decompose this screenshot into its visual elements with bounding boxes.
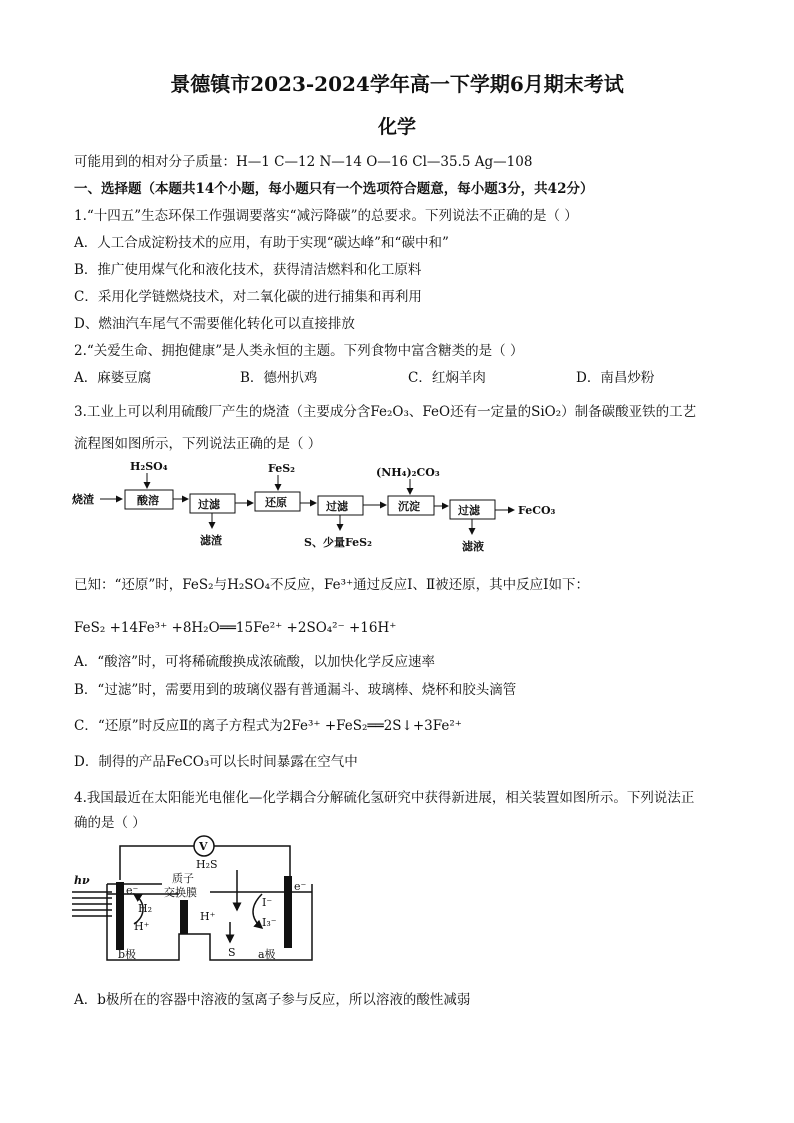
q2-stem: 2.“关爱生命、拥抱健康”是人类永恒的主题。下列食物中富含糖类的是（ ） xyxy=(74,343,524,359)
flow-product: FeCO₃ xyxy=(518,504,556,517)
membrane-label-1: 质子 xyxy=(172,872,194,885)
electrolysis-apparatus-diagram xyxy=(72,832,322,974)
q1-option-a: A．人工合成淀粉技术的应用，有助于实现“碳达峰”和“碳中和” xyxy=(74,235,449,251)
hplus-mid-label: H⁺ xyxy=(200,910,216,923)
q3-option-d: D．制得的产品FeCO₃可以长时间暴露在空气中 xyxy=(74,754,358,770)
q4-stem-line1: 4.我国最近在太阳能光电催化—化学耦合分解硫化氢研究中获得新进展，相关装置如图所示。下列说法正 xyxy=(74,790,695,806)
flow-box3-label: 还原 xyxy=(265,496,287,509)
molar-mass-line: 可能用到的相对分子质量：H—1 C—12 N—14 O—16 Cl—35.5 Ag—108 xyxy=(74,154,533,170)
flow-reagent1: H₂SO₄ xyxy=(130,460,168,473)
q2-option-b: B．德州扒鸡 xyxy=(240,370,318,386)
flow-box1-label: 酸溶 xyxy=(137,494,159,507)
q1-stem: 1.“十四五”生态环保工作强调要落实“减污降碳”的总要求。下列说法不正确的是（ ） xyxy=(74,208,578,224)
q4-stem-line2: 确的是（ ） xyxy=(74,815,146,831)
subject-title: 化学 xyxy=(377,116,416,138)
b-electrode xyxy=(116,882,124,950)
a-pole-label: a极 xyxy=(258,948,276,961)
q4-option-a: A．b极所在的容器中溶液的氢离子参与反应，所以溶液的酸性减弱 xyxy=(74,992,471,1008)
h2-label: H₂ xyxy=(138,902,153,915)
q1-option-b: B．推广使用煤气化和液化技术，获得清洁燃料和化工原料 xyxy=(74,262,422,278)
q3-option-c: C．“还原”时反应Ⅱ的离子方程式为2Fe³⁺ +FeS₂══2S↓+3Fe²⁺ xyxy=(74,718,462,734)
e-right-label: e⁻ xyxy=(294,880,307,893)
q3-known: 已知：“还原”时，FeS₂与H₂SO₄不反应，Fe³⁺通过反应Ⅰ、Ⅱ被还原，其中反应Ⅰ如下： xyxy=(74,577,589,593)
q3-stem-line2: 流程图如图所示，下列说法正确的是（ ） xyxy=(74,436,322,452)
proton-exchange-membrane xyxy=(180,900,188,934)
q3-option-a: A．“酸溶”时，可将稀硫酸换成浓硫酸，以加快化学反应速率 xyxy=(74,654,436,670)
flow-out6: 滤液 xyxy=(462,540,484,553)
light-label: hν xyxy=(74,874,90,887)
flow-out4: S、少量FeS₂ xyxy=(304,536,372,549)
h2s-label: H₂S xyxy=(196,858,218,871)
q2-option-a: A．麻婆豆腐 xyxy=(74,370,152,386)
flow-start-label: 烧渣 xyxy=(72,493,94,506)
process-flow-diagram xyxy=(70,458,590,558)
meter-label: V xyxy=(199,840,208,853)
flow-reagent3: FeS₂ xyxy=(268,462,295,475)
flow-box2-label: 过滤 xyxy=(198,498,220,511)
q3-option-b: B．“过滤”时，需要用到的玻璃仪器有普通漏斗、玻璃棒、烧杯和胶头滴管 xyxy=(74,682,517,698)
flow-box6-label: 过滤 xyxy=(458,504,480,517)
e-left-label: e⁻ xyxy=(126,884,139,897)
q3-stem-line1: 3.工业上可以利用硫酸厂产生的烧渣（主要成分含Fe₂O₃、FeO还有一定量的SiO₂）制备碳酸亚铁的工艺 xyxy=(74,404,697,420)
exam-title: 景德镇市2023-2024学年高一下学期6月期末考试 xyxy=(170,72,624,96)
membrane-label-2: 交换膜 xyxy=(164,886,197,899)
q2-option-d: D．南昌炒粉 xyxy=(576,370,655,386)
s-label: S xyxy=(228,946,236,959)
q1-option-c: C．采用化学链燃烧技术，对二氧化碳的进行捕集和再利用 xyxy=(74,289,422,305)
q3-equation: FeS₂ +14Fe³⁺ +8H₂O══15Fe²⁺ +2SO₄²⁻ +16H⁺ xyxy=(74,620,397,636)
hplus-left-label: H⁺ xyxy=(134,920,150,933)
q1-option-d: D、燃油汽车尾气不需要催化转化可以直接排放 xyxy=(74,316,355,332)
b-pole-label: b极 xyxy=(118,948,137,961)
section-heading: 一、选择题（本题共14个小题，每小题只有一个选项符合题意，每小题3分，共42分） xyxy=(74,181,594,197)
flow-box5-label: 沉淀 xyxy=(398,500,420,513)
iodide-label: I⁻ xyxy=(262,896,273,909)
flow-out2: 滤渣 xyxy=(200,534,222,547)
triiodide-label: I₃⁻ xyxy=(262,916,277,929)
flow-reagent5: (NH₄)₂CO₃ xyxy=(376,466,440,479)
flow-box4-label: 过滤 xyxy=(326,500,348,513)
a-electrode xyxy=(284,876,292,948)
q2-option-c: C．红焖羊肉 xyxy=(408,370,486,386)
